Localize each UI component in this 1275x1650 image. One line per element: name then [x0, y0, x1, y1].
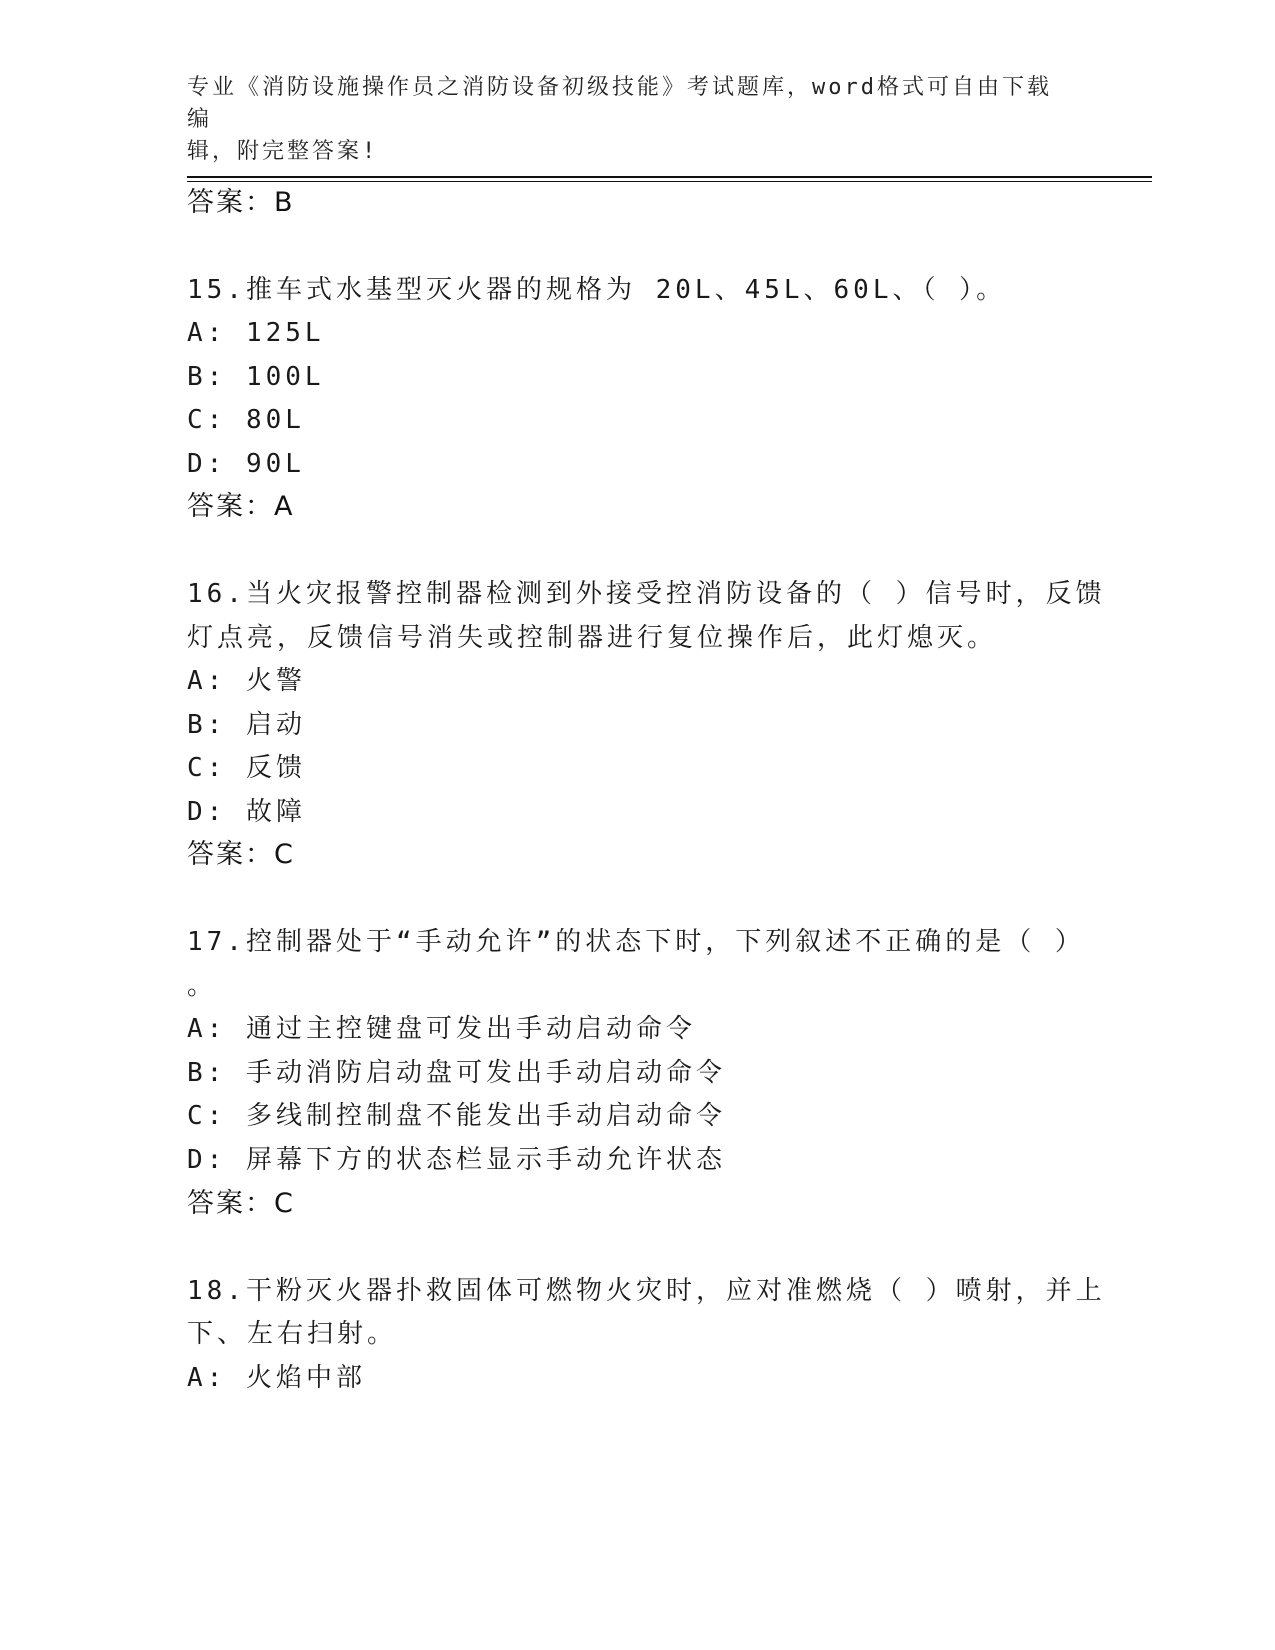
q15-stem-line-1: 15.推车式水基型灭火器的规格为 20L、45L、60L、（ ）。: [187, 275, 1007, 305]
q17-answer: 答案：C: [187, 1188, 295, 1219]
header-rule-thick: [187, 176, 1152, 178]
q18-stem-line-2: 下、左右扫射。: [187, 1319, 398, 1349]
q17-stem-line-1: 17.控制器处于“手动允许”的状态下时，下列叙述不正确的是（ ）: [187, 927, 1085, 957]
q16-option-b: B: 启动: [187, 710, 306, 740]
q18-stem-line-1: 18.干粉灭火器扑救固体可燃物火灾时，应对准燃烧（ ）喷射，并上: [187, 1276, 1106, 1306]
q18-option-a: A: 火焰中部: [187, 1363, 366, 1393]
q16-option-a: A: 火警: [187, 666, 306, 696]
q15-answer: 答案：A: [187, 491, 295, 522]
q17-option-d: D: 屏幕下方的状态栏显示手动允许状态: [187, 1145, 726, 1175]
header-rule-thin: [187, 181, 1152, 182]
q15-option-c: C: 80L: [187, 405, 305, 435]
answer-prev: 答案：B: [187, 187, 295, 218]
q17-option-b: B: 手动消防启动盘可发出手动启动命令: [187, 1058, 726, 1088]
q16-option-c: C: 反馈: [187, 753, 306, 783]
q16-option-d: D: 故障: [187, 797, 306, 827]
document-header: [187, 72, 1067, 168]
q16-stem-line-2: 灯点亮，反馈信号消失或控制器进行复位操作后，此灯熄灭。: [187, 623, 998, 653]
q17-option-a: A: 通过主控键盘可发出手动启动命令: [187, 1014, 696, 1044]
q16-answer: 答案：C: [187, 839, 295, 870]
header-line-1: 专业《消防设施操作员之消防设备初级技能》考试题库，word格式可自由下载编: [187, 75, 1052, 132]
q16-stem-line-1: 16.当火灾报警控制器检测到外接受控消防设备的（ ）信号时，反馈: [187, 579, 1106, 609]
q15-option-b: B: 100L: [187, 362, 325, 392]
header-line-2: 辑，附完整答案!: [187, 139, 379, 164]
q15-option-a: A: 125L: [187, 318, 325, 348]
q15-option-d: D: 90L: [187, 449, 305, 479]
q17-stem-line-2: 。: [187, 971, 218, 1001]
q17-option-c: C: 多线制控制盘不能发出手动启动命令: [187, 1101, 726, 1131]
